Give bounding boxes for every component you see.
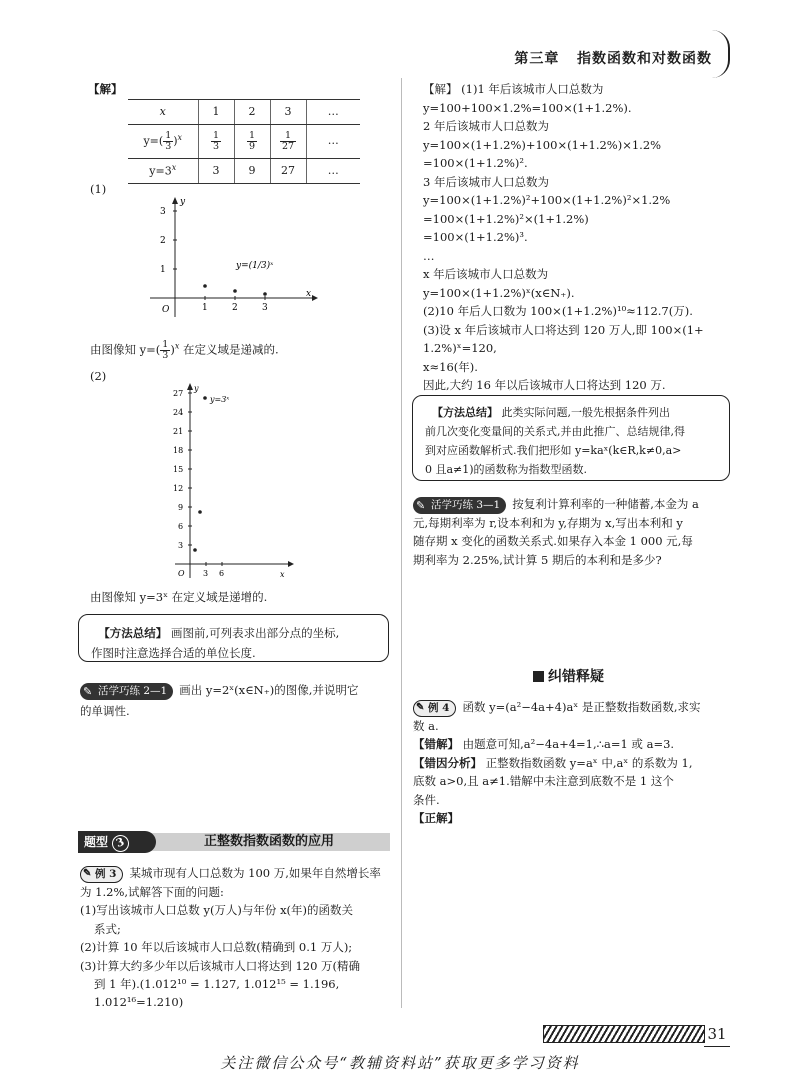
fraction: [280, 131, 296, 152]
x-axis-arrow: [288, 561, 294, 567]
table-cell: [234, 124, 270, 158]
data-point: [233, 289, 237, 293]
table-header-x: x: [128, 100, 198, 125]
curve-label: y=(1/3)ˣ: [236, 261, 274, 271]
row-label-growth: [128, 158, 198, 183]
example-line: [80, 864, 395, 883]
solution-line: =100×(1+1.2%)².: [423, 156, 528, 170]
type-title: 正整数指数函数的应用: [204, 834, 335, 849]
y-tick-label: 27: [173, 389, 184, 398]
example-text: (1)写出该城市人口总数 y(万人)与年份 x(年)的函数关: [80, 903, 354, 918]
y-tick-group: [173, 389, 192, 550]
example-3: [80, 864, 395, 1012]
frac-num: 1: [162, 339, 169, 350]
section-title: [533, 666, 604, 688]
value-table-wrap: [128, 99, 360, 184]
table-header-cell: 2: [234, 100, 270, 125]
table-cell: …: [306, 124, 360, 158]
badge-text: 活学巧练 3—1: [431, 499, 501, 511]
value-table: [128, 99, 360, 184]
wrong-label: 【错解】: [413, 737, 459, 752]
label-exp: x: [171, 162, 177, 172]
solution-line: y=100+100×1.2%=100×(1+1.2%).: [423, 100, 632, 115]
y-tick-label: 2: [160, 236, 166, 246]
table-header-cell: 1: [198, 100, 234, 125]
label-suffix: ): [173, 134, 178, 148]
table-cell: 3: [198, 158, 234, 183]
curve-label: y=3ˣ: [210, 395, 230, 404]
origin-label: O: [178, 569, 185, 578]
y-tick-label: 1: [160, 265, 166, 275]
method-line: [425, 404, 717, 423]
solution-line: 1.2%)ˣ=120,: [423, 341, 497, 355]
y-axis-arrow: [187, 383, 193, 390]
y-axis-label: y: [194, 384, 199, 393]
solution-label: 【解】: [88, 82, 123, 96]
solution-line: x 年后该城市人口总数为: [423, 267, 549, 281]
solution-line: 【解】 (1)1 年后该城市人口总数为: [423, 82, 604, 96]
y-axis-arrow: [172, 197, 178, 204]
fraction: [163, 131, 173, 152]
example-text: 函数 y=(a²−4a+4)aˣ 是正整数指数函数,求实: [462, 700, 701, 714]
frac-den: 3: [165, 140, 172, 152]
cause-text: 条件.: [413, 792, 440, 807]
table-row: [128, 124, 360, 158]
chapter-header: [514, 48, 712, 70]
y-tick-label: 3: [160, 207, 166, 217]
cause-analysis: [413, 754, 731, 772]
cause-label: 【错因分析】: [413, 755, 482, 770]
wrong-solution: [413, 735, 731, 753]
table-cell: 9: [234, 158, 270, 183]
text-part: 在定义域是递减的.: [183, 342, 279, 357]
table-cell: [270, 124, 306, 158]
fraction: [160, 340, 170, 361]
solution-line: y=100×(1+1.2%)+100×(1+1.2%)×1.2%: [423, 137, 662, 152]
type-tag: [78, 831, 156, 853]
example-text: 数 a.: [413, 719, 439, 733]
label-prefix: y=(: [143, 134, 164, 148]
watermark-text: 关注微信公众号“教辅资料站”获取更多学习资料: [220, 1054, 580, 1072]
example-4: [413, 698, 731, 827]
frac-num: 1: [212, 129, 220, 141]
example-text: 系式;: [94, 921, 121, 936]
wrong-text: 由题意可知,a²−4a+4=1,∴a=1 或 a=3.: [462, 737, 675, 752]
example-text: 为 1.2%,试解答下面的问题:: [80, 885, 224, 899]
fraction: [247, 131, 257, 152]
solution-line: (2)10 年后人口数为 100×(1+1.2%)¹⁰≈112.7(万).: [423, 304, 693, 318]
solution-line: x≈16(年).: [423, 359, 478, 374]
frac-num: 1: [280, 131, 296, 142]
example-text: (3)计算大约多少年以后该城市人口将达到 120 万(精确: [80, 958, 361, 973]
conclusion-decay: 由图像知 y=( $\frac{1}{3}$ )$^x$ 在定义域是递减的.: [90, 339, 279, 361]
x-tick-label: 3: [203, 569, 209, 578]
text-exp: x: [174, 341, 180, 351]
practice-2-1: [80, 681, 358, 700]
data-point: [203, 284, 207, 288]
x-tick-label: 2: [232, 303, 238, 313]
cause-text: 正整数指数函数 y=aˣ 中,aˣ 的系数为 1,: [485, 755, 693, 770]
data-point: [203, 396, 207, 400]
y-tick-label: 24: [173, 408, 184, 417]
page-number: 31: [704, 1022, 730, 1047]
y-tick-label: 18: [173, 446, 184, 455]
badge-text: 例 4: [428, 702, 450, 714]
y-tick-label: 15: [173, 465, 184, 474]
page-number-hatch: [543, 1025, 705, 1043]
table-row: [128, 100, 360, 125]
y-tick-label: 6: [178, 522, 184, 531]
y-axis-label: y: [180, 197, 186, 207]
x-axis-label: x: [306, 289, 312, 299]
table-cell: 27: [270, 158, 306, 183]
text-part: 由图像知 y=: [90, 342, 156, 357]
pen-icon: ✎: [416, 702, 425, 713]
frac-den: 27: [281, 140, 295, 152]
practice-text: 画出 y=2ˣ(x∈N₊)的图像,并说明它: [179, 683, 359, 697]
method-text: 0 且a≠1)的函数称为指数型函数.: [425, 462, 588, 476]
type-tag-text: 题型: [84, 835, 109, 849]
method-summary-box-left: [78, 614, 389, 662]
conclusion-growth: 由图像知 y=3ˣ 在定义域是递增的.: [90, 590, 268, 604]
frac-den: 3: [212, 140, 220, 152]
pen-icon: ✎: [416, 499, 426, 512]
part1-label: (1): [90, 182, 107, 196]
method-summary-box-right: [412, 395, 730, 481]
method-text: 画图前,可列表求出部分点的坐标,: [170, 626, 340, 640]
data-point: [193, 548, 197, 552]
pen-icon: ✎: [83, 868, 92, 879]
practice-3-1: [413, 495, 731, 569]
x-tick-label: 1: [202, 303, 208, 313]
example-badge: [80, 866, 123, 883]
label-exp: x: [177, 132, 183, 142]
x-axis-arrow: [312, 295, 318, 301]
solution-line: =100×(1+1.2%)³.: [423, 230, 528, 244]
square-icon: [533, 671, 544, 682]
pen-icon: ✎: [83, 685, 93, 698]
x-axis-label: x: [280, 570, 285, 579]
solution-line: 因此,大约 16 年以后该城市人口将达到 120 万.: [423, 378, 666, 392]
example-badge: [413, 700, 456, 717]
label-text: y=3: [149, 164, 172, 178]
origin-label: O: [162, 305, 170, 315]
example-text: (2)计算 10 年以后该城市人口总数(精确到 0.1 万人);: [80, 940, 353, 955]
method-text: 此类实际问题,一般先根据条件列出: [501, 406, 670, 419]
table-header-cell: …: [306, 100, 360, 125]
column-divider: [401, 78, 402, 1008]
solution-line: (3)设 x 年后该城市人口将达到 120 万人,即 100×(1+: [423, 322, 704, 337]
y-tick-label: 3: [178, 541, 184, 550]
example-text: 1.012¹⁶=1.210): [94, 995, 184, 1010]
fraction: [211, 131, 221, 152]
badge-text: 活学巧练 2—1: [98, 685, 168, 697]
practice-badge: [80, 683, 173, 700]
y-tick-label: 12: [173, 484, 184, 493]
frac-den: 9: [248, 140, 256, 152]
y-tick-label: 21: [173, 427, 184, 436]
part2-label: (2): [90, 369, 107, 383]
row-label-decay: [128, 124, 198, 158]
method-label: 【方法总结】: [98, 626, 168, 640]
table-header-cell: 3: [270, 100, 306, 125]
practice-text: 随存期 x 变化的函数关系式.如果存入本金 1 000 元,每: [413, 534, 693, 549]
method-label: 【方法总结】: [432, 406, 498, 419]
example-text: 到 1 年).(1.012¹⁰ = 1.127, 1.012¹⁵ = 1.196,: [94, 976, 340, 991]
method-text: 作图时注意选择合适的单位长度.: [91, 646, 256, 661]
practice-line: [413, 495, 731, 514]
frac-den: 3: [162, 350, 169, 361]
practice-text: 元,每期利率为 r,设本利和为 y,存期为 x,写出本利和 y: [413, 516, 683, 530]
solution-line: =100×(1+1.2%)²×(1+1.2%): [423, 211, 589, 226]
example-text: 某城市现有人口总数为 100 万,如果年自然增长率: [129, 866, 381, 880]
data-point: [198, 510, 202, 514]
correct-label: 【正解】: [413, 810, 459, 825]
table-cell: …: [306, 158, 360, 183]
solution-line: 3 年后该城市人口总数为: [423, 174, 549, 189]
solution-line: 2 年后该城市人口总数为: [423, 119, 549, 133]
cause-text: 底数 a>0,且 a≠1.错解中未注意到底数不是 1 这个: [413, 774, 674, 789]
graph-growth: [160, 380, 300, 585]
frac-num: 1: [248, 129, 256, 141]
practice-text: 按复利计算利率的一种储蓄,本金为 a: [512, 497, 699, 511]
frac-num: 1: [165, 129, 172, 141]
solution-line: y=100×(1+1.2%)²+100×(1+1.2%)²×1.2%: [423, 193, 671, 207]
practice-text-2: 的单调性.: [80, 704, 130, 718]
practice-badge: [413, 497, 506, 514]
method-text: 前几次变化变量间的关系式,并由此推广、总结规律,得: [425, 424, 685, 438]
solution-3: [423, 80, 728, 395]
data-point: [263, 292, 267, 296]
type-number: 3: [110, 833, 132, 855]
section-title-text: 纠错释疑: [548, 669, 604, 685]
x-tick-label: 6: [219, 569, 225, 578]
chapter-title: 指数函数和对数函数: [577, 51, 712, 67]
method-line: [91, 623, 376, 643]
table-cell: [198, 124, 234, 158]
badge-text: 例 3: [95, 868, 117, 880]
solution-line: y=100×(1+1.2%)ˣ(x∈N₊).: [423, 285, 575, 300]
x-tick-label: 3: [262, 303, 268, 313]
practice-text: 期利率为 2.25%,试计算 5 期后的本利和是多少?: [413, 552, 662, 567]
chapter-number: 第三章: [514, 51, 560, 67]
graph-decay: [140, 192, 320, 322]
table-row: [128, 158, 360, 183]
header-bracket-decoration: [712, 30, 730, 78]
solution-line: …: [423, 248, 435, 263]
example-line: [413, 698, 731, 717]
method-text: 到对应函数解析式.我们把形如 y=kaˣ(k∈R,k≠0,a>: [425, 443, 682, 457]
y-tick-label: 9: [178, 503, 184, 512]
